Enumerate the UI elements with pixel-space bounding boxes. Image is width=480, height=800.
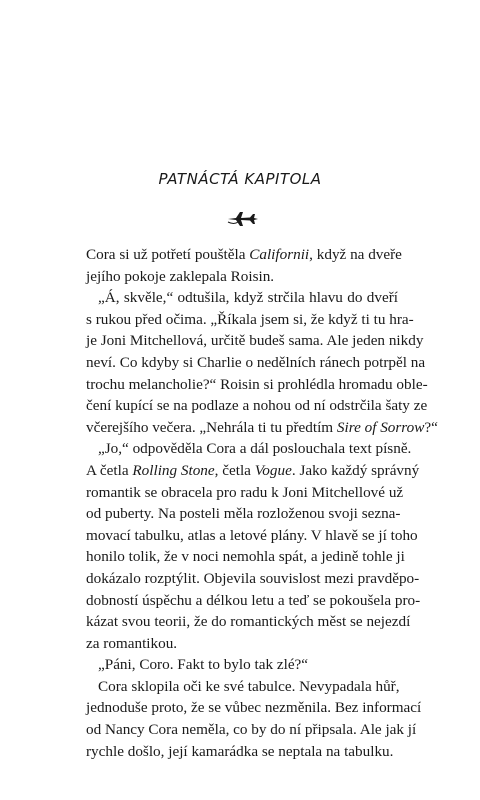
text-line: Cora si už potřetí pouštěla Californii, když na dveře bbox=[86, 246, 402, 263]
text-line: s rukou před očima. „Říkala jsem si, že když ti tu hra- bbox=[86, 310, 414, 328]
text-line: dokázalo rozptýlit. Objevila souvislost mezi pravděpo- bbox=[86, 569, 420, 587]
text-line: dobností úspěchu a délkou letu a teď se pokoušela pro- bbox=[86, 591, 421, 609]
text-line: neví. Co kdyby si Charlie o nedělních ránech potrpěl na bbox=[86, 353, 426, 371]
text-line: honilo tolik, že v noci nemohla spát, a jedině tohle ji bbox=[86, 548, 405, 566]
text-line: je Joni Mitchellová, určitě budeš sama. Ale jeden nikdy bbox=[86, 332, 424, 350]
text-line: romantik se obracela pro radu k Joni Mitchellové už bbox=[86, 483, 404, 501]
text-line: Cora sklopila oči ke své tabulce. Nevypadala hůř, bbox=[98, 677, 400, 695]
chapter-title: PATNÁCTÁ KAPITOLA bbox=[158, 170, 322, 188]
text-line: „Jo,“ odpověděla Cora a dál poslouchala text písně. bbox=[98, 440, 412, 458]
text-line: za romantikou. bbox=[86, 634, 178, 652]
text-line: od puberty. Na posteli měla rozloženou svoji sezna- bbox=[86, 505, 401, 523]
airplane-icon bbox=[226, 208, 260, 228]
text-line: movací tabulku, atlas a letové plány. V hlavě se jí toho bbox=[86, 526, 418, 544]
text-line: včerejšího večera. „Nehrála ti tu předtím Sire of Sorrow?“ bbox=[86, 418, 438, 436]
text-line: čení kupící se na podlaze a nohou od ní odstrčila šaty ze bbox=[86, 397, 428, 415]
chapter-text bbox=[86, 244, 438, 762]
text-line: od Nancy Cora neměla, co by do ní připsala. Ale jak jí bbox=[86, 721, 417, 739]
text-line: „Á, skvěle,“ odtušila, když strčila hlavu do dveří bbox=[98, 289, 398, 307]
text-line: „Páni, Coro. Fakt to bylo tak zlé?“ bbox=[98, 656, 309, 674]
text-line: trochu melancholie?“ Roisin si prohlédla hromadu oble- bbox=[86, 375, 428, 393]
text-line: jejího pokoje zaklepala Roisin. bbox=[86, 267, 275, 285]
text-line: kázat svou teorii, že do romantických měst se nejezdí bbox=[86, 613, 411, 631]
text-line: A četla Rolling Stone, četla Vogue. Jako každý správný bbox=[86, 461, 420, 479]
text-line: jednoduše proto, že se vůbec nezměnila. Bez informací bbox=[86, 699, 422, 717]
text-line: rychle došlo, její kamarádka se neptala na tabulku. bbox=[86, 742, 394, 760]
